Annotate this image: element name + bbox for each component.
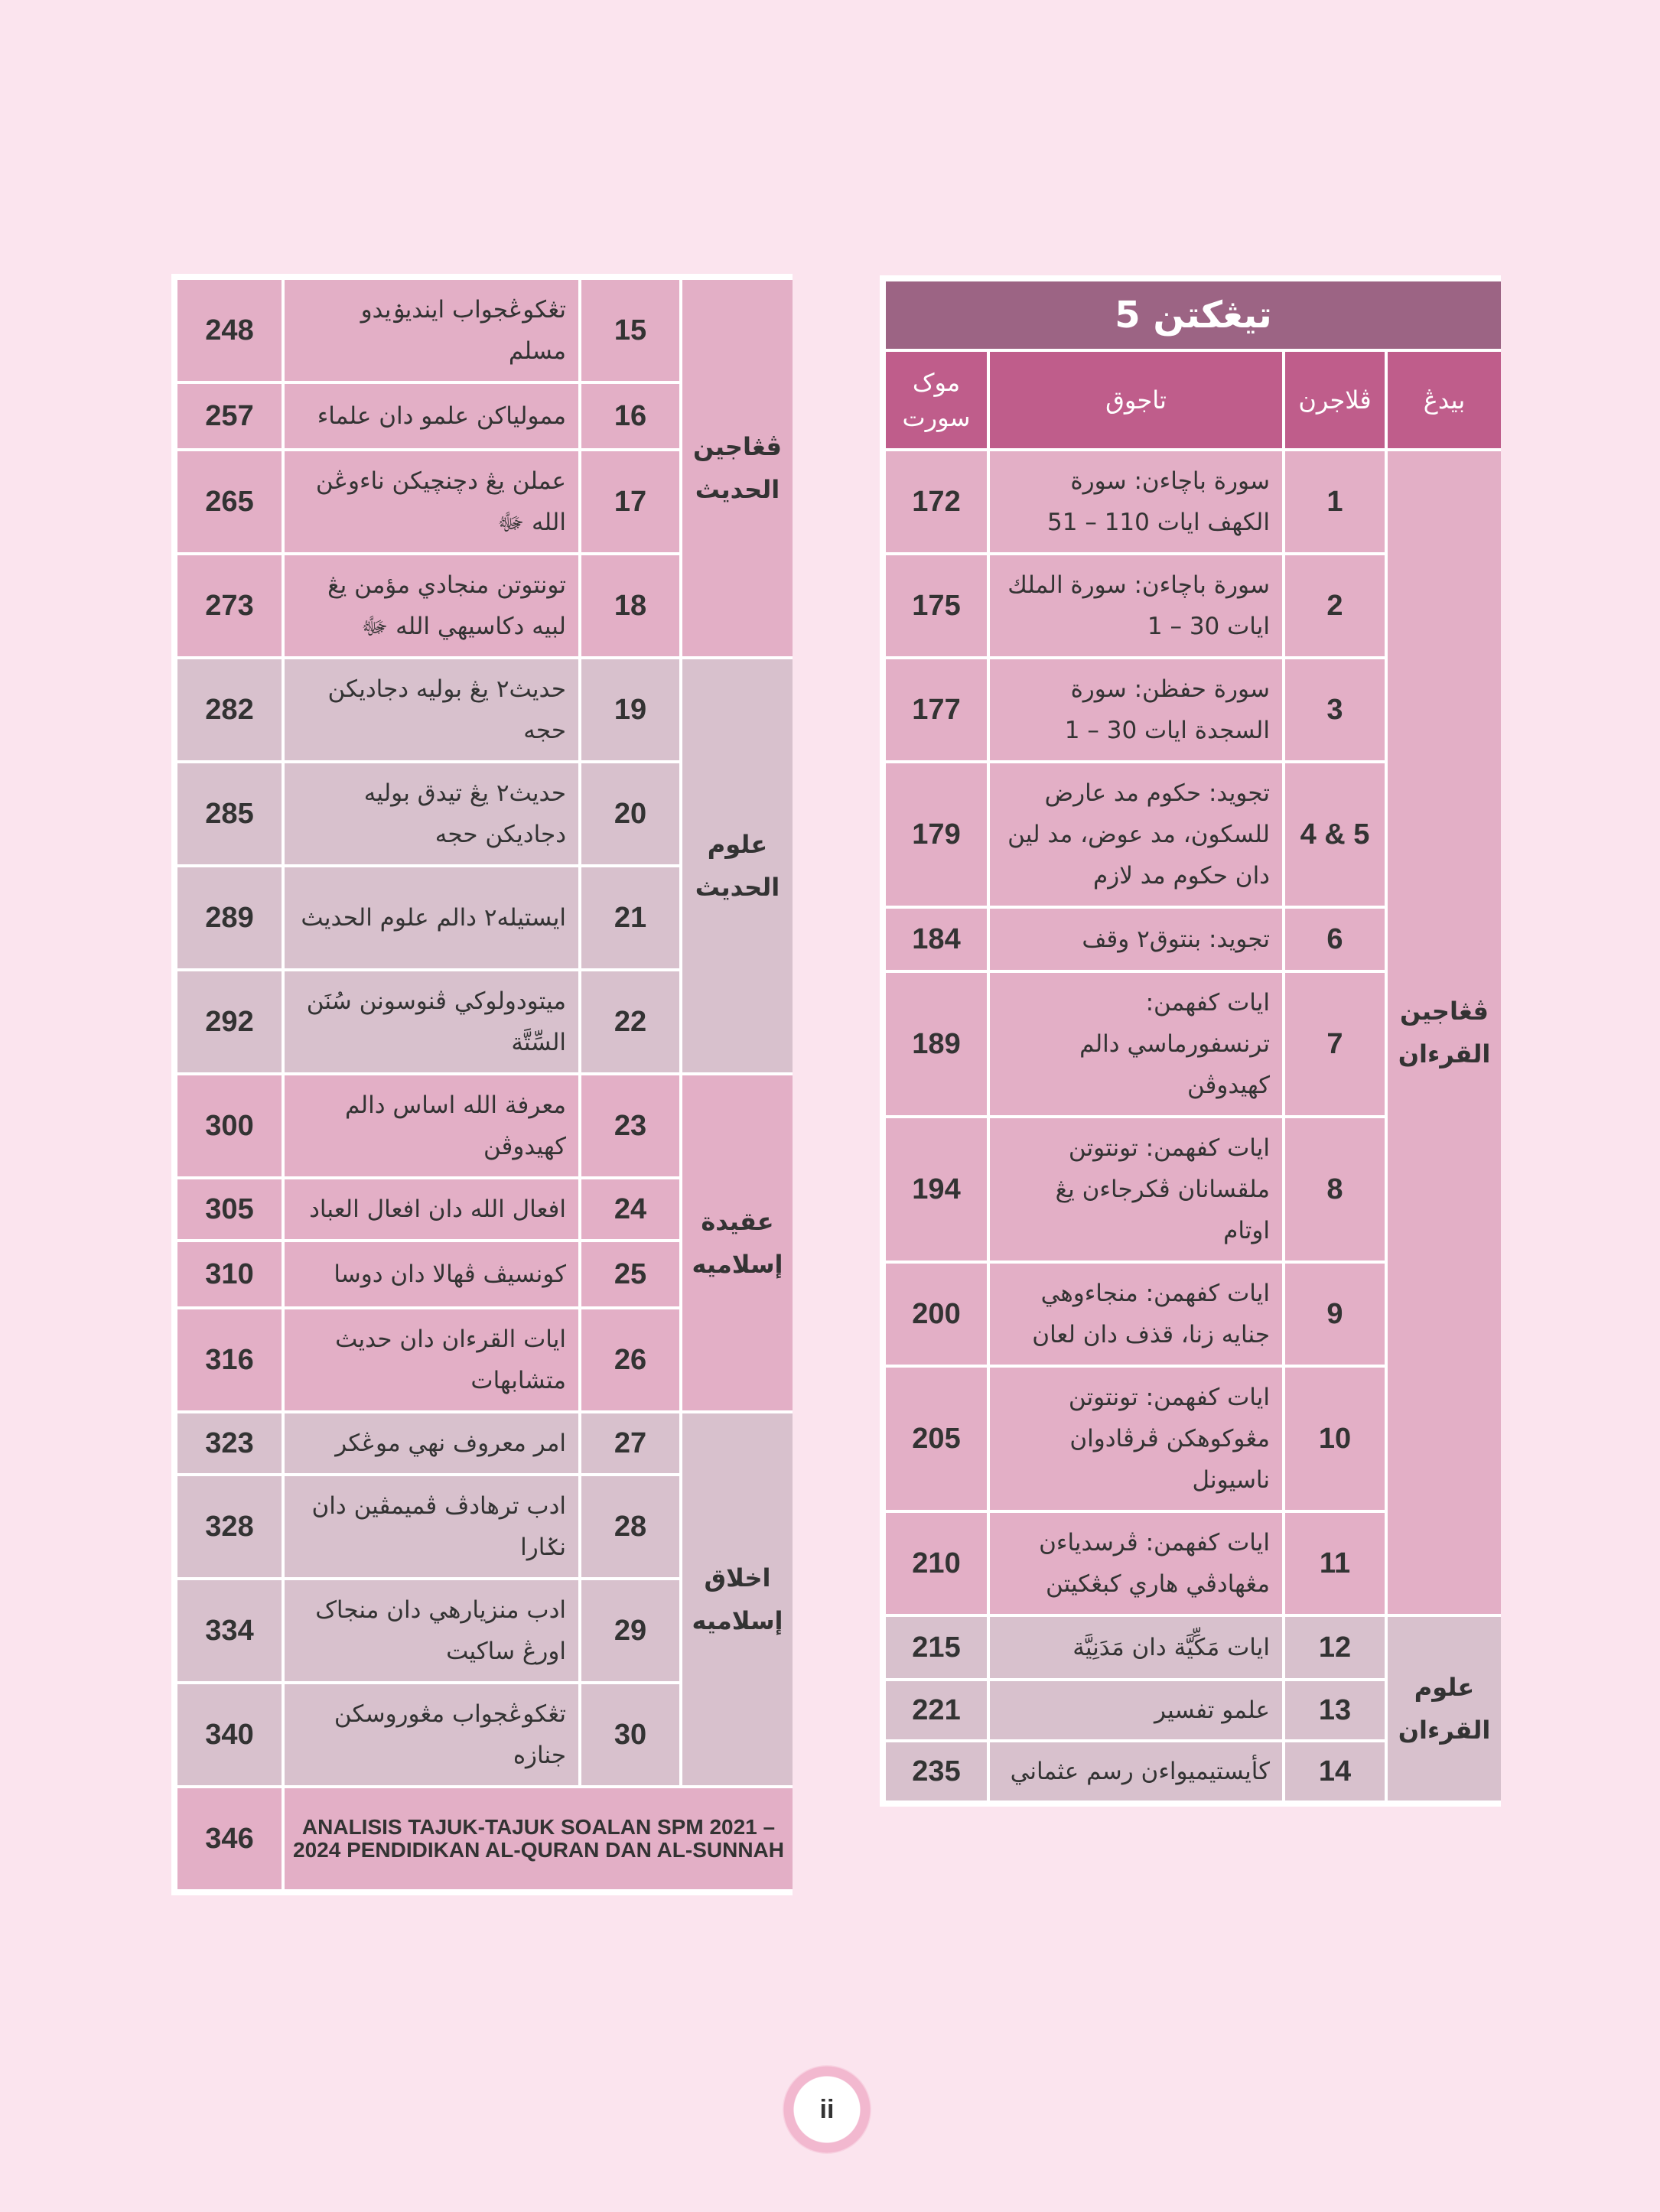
page-number: 273	[177, 555, 282, 656]
table-title: تيڠكتن 5	[886, 281, 1501, 349]
lesson-number: 30	[581, 1684, 679, 1785]
lesson-number: 4 & 5	[1285, 763, 1385, 906]
topic-title: ايات کفهمن: تونتوتن مڠوکوهکن ڤرڤادوان ناسيونل	[990, 1368, 1282, 1510]
lesson-number: 12	[1285, 1617, 1385, 1678]
page-number: 257	[177, 384, 282, 448]
topic-title: معرفة الله اساس دالم کهيدوڤن	[285, 1075, 578, 1176]
lesson-number: 9	[1285, 1264, 1385, 1365]
page-number: 328	[177, 1476, 282, 1577]
lesson-number: 2	[1285, 555, 1385, 656]
lesson-number: 28	[581, 1476, 679, 1577]
topic-title: ادب ترهادڤ ڤميمڤين دان نݢارا	[285, 1476, 578, 1577]
topic-title: کأيستيميواءن رسم عثماني	[990, 1742, 1282, 1801]
lesson-number: 3	[1285, 659, 1385, 760]
page-number: 200	[886, 1264, 987, 1365]
page-number: 248	[177, 280, 282, 381]
page-number: 310	[177, 1242, 282, 1306]
topic-title: ايات کفهمن: منجاءوهي جنايه زنا، قذف دان لعان	[990, 1264, 1282, 1365]
page-number: 175	[886, 555, 987, 656]
lesson-number: 6	[1285, 909, 1385, 970]
topic-title: عملن يڠ دچنچيکن ناءوڠن الله ﷻ	[285, 451, 578, 552]
page-number: 179	[886, 763, 987, 906]
topic-title: تجويد: بنتوق٢ وقف	[990, 909, 1282, 970]
topic-title: تونتوتن منجادي مؤمن يڠ لبيه دکاسيهي الله ﷻ	[285, 555, 578, 656]
page-number: 334	[177, 1580, 282, 1681]
lesson-number: 7	[1285, 973, 1385, 1115]
page-number: 172	[886, 451, 987, 552]
page-number: 265	[177, 451, 282, 552]
page-number: 177	[886, 659, 987, 760]
section-label: اخلاق إسلاميه	[682, 1413, 793, 1785]
page-number: 316	[177, 1309, 282, 1410]
page-number: 189	[886, 973, 987, 1115]
lesson-number: 27	[581, 1413, 679, 1473]
topic-title: ايات القرءان دان حديث متشابهات	[285, 1309, 578, 1410]
topic-title: ايات کفهمن: ڤرسدياءن مڠهادڤي هاري کبڠکيتن	[990, 1513, 1282, 1614]
page-number: 285	[177, 763, 282, 864]
lesson-number: 13	[1285, 1681, 1385, 1739]
topic-title: ميتودولوکي ڤنوسونن سُنَن السِّتَّة	[285, 971, 578, 1072]
analysis-title: ANALISIS TAJUK-TAJUK SOALAN SPM 2021 – 2024 PENDIDIKAN AL-QURAN DAN AL-SUNNAH	[285, 1788, 793, 1889]
page-number: 205	[886, 1368, 987, 1510]
topic-title: ممولياکن علمو دان علماء	[285, 384, 578, 448]
header-pelajaran: ڤلاجرن	[1285, 352, 1385, 448]
lesson-number: 25	[581, 1242, 679, 1306]
lesson-number: 15	[581, 280, 679, 381]
topic-title: افعال الله دان افعال العباد	[285, 1179, 578, 1239]
topic-title: ادب منزيارهي دان منجاک اورڠ ساکيت	[285, 1580, 578, 1681]
page-number: 346	[177, 1788, 282, 1889]
topic-title: سورة باچاءن: سورة الملك ايات 30 – 1	[990, 555, 1282, 656]
left-contents-table	[171, 274, 793, 1895]
section-label: عقيدة إسلاميه	[682, 1075, 793, 1410]
topic-title: کونسيڤ ڤهالا دان دوسا	[285, 1242, 578, 1306]
page-number: 184	[886, 909, 987, 970]
lesson-number: 26	[581, 1309, 679, 1410]
header-muka-surat: موک سورت	[886, 352, 987, 448]
section-label: ڤڠاجين الحديث	[682, 280, 793, 656]
page-number: 235	[886, 1742, 987, 1801]
header-tajuk: تاجوق	[990, 352, 1282, 448]
topic-title: ايات کفهمن: ترنسفورماسي دالم کهيدوڤن	[990, 973, 1282, 1115]
footer-page-number: ii	[819, 2094, 835, 2124]
topic-title: تجويد: حکوم مد عارض للسکون، مد عوض، مد لين دان حکوم مد لازم	[990, 763, 1282, 906]
lesson-number: 29	[581, 1580, 679, 1681]
lesson-number: 10	[1285, 1368, 1385, 1510]
lesson-number: 21	[581, 867, 679, 968]
page-number: 340	[177, 1684, 282, 1785]
page-number: 289	[177, 867, 282, 968]
topic-title: تڠکوڠجواب مڠوروسکن جنازه	[285, 1684, 578, 1785]
page-number: 282	[177, 659, 282, 760]
topic-title: تڠکوڠجواب اينديۏيدو مسلم	[285, 280, 578, 381]
topic-title: علمو تفسير	[990, 1681, 1282, 1739]
page-number: 300	[177, 1075, 282, 1176]
lesson-number: 8	[1285, 1118, 1385, 1261]
topic-title: سورة حفظن: سورة السجدة ايات 30 – 1	[990, 659, 1282, 760]
topic-title: امر معروف نهي موڠکر	[285, 1413, 578, 1473]
page-number: 323	[177, 1413, 282, 1473]
page-number: 292	[177, 971, 282, 1072]
topic-title: ايات مَكِّيَّة دان مَدَنِيَّة	[990, 1617, 1282, 1678]
topic-title: سورة باچاءن: سورة الكهف ايات 110 – 51	[990, 451, 1282, 552]
lesson-number: 18	[581, 555, 679, 656]
page-number-badge	[783, 2065, 871, 2154]
lesson-number: 20	[581, 763, 679, 864]
section-label: ڤڠاجين القرءان	[1388, 451, 1501, 1614]
page-number: 221	[886, 1681, 987, 1739]
topic-title: حديث٢ يڠ بوليه دجاديکن حجه	[285, 659, 578, 760]
lesson-number: 22	[581, 971, 679, 1072]
header-bidang: بيدڠ	[1388, 352, 1501, 448]
topic-title: حديث٢ يڠ تيدق بوليه دجاديکن حجه	[285, 763, 578, 864]
right-contents-table	[880, 275, 1501, 1807]
lesson-number: 16	[581, 384, 679, 448]
section-label: علوم الحديث	[682, 659, 793, 1072]
lesson-number: 1	[1285, 451, 1385, 552]
lesson-number: 17	[581, 451, 679, 552]
lesson-number: 19	[581, 659, 679, 760]
lesson-number: 23	[581, 1075, 679, 1176]
topic-title: ايستيله٢ دالم علوم الحديث	[285, 867, 578, 968]
page-number: 215	[886, 1617, 987, 1678]
section-label: علوم القرءان	[1388, 1617, 1501, 1801]
page-number: 194	[886, 1118, 987, 1261]
page-number: 210	[886, 1513, 987, 1614]
lesson-number: 11	[1285, 1513, 1385, 1614]
topic-title: ايات کفهمن: تونتوتن ملقسانان ڤکرجاءن يڠ اوتام	[990, 1118, 1282, 1261]
lesson-number: 24	[581, 1179, 679, 1239]
lesson-number: 14	[1285, 1742, 1385, 1801]
page-number: 305	[177, 1179, 282, 1239]
